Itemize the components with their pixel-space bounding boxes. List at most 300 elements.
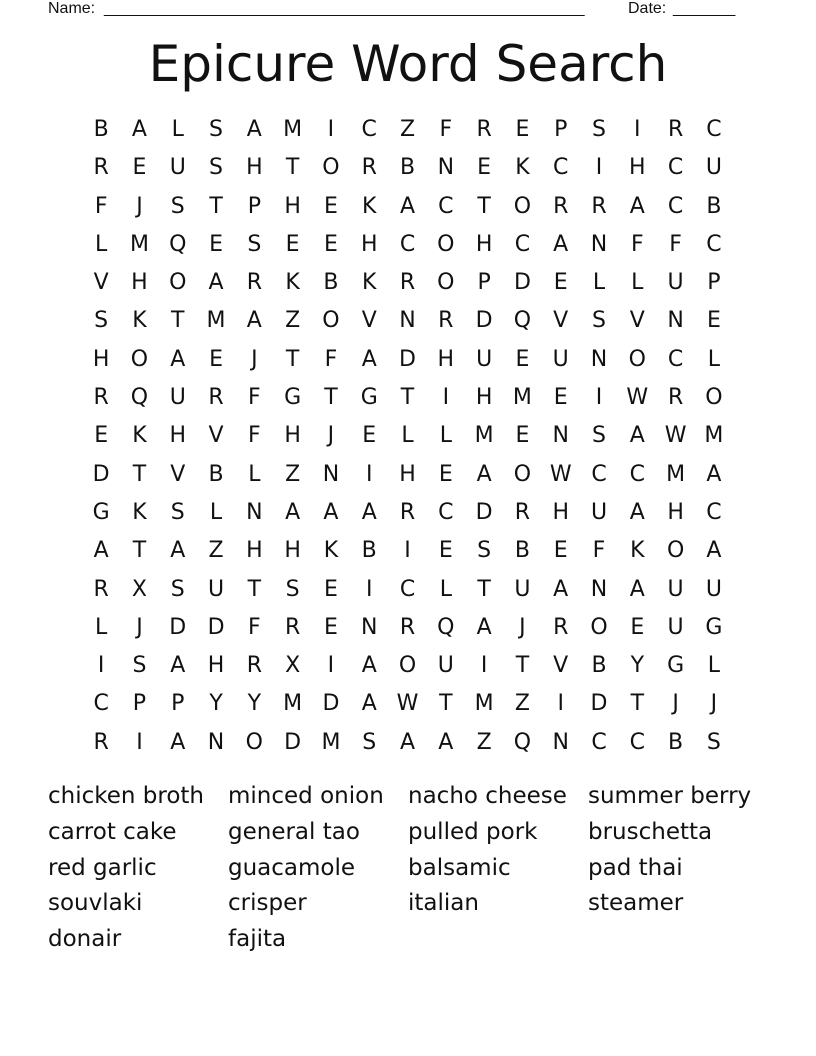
grid-letter[interactable]: R <box>93 385 109 411</box>
grid-letter[interactable]: M <box>474 691 494 717</box>
grid-letter[interactable]: S <box>706 729 721 755</box>
grid-letter[interactable]: T <box>477 193 491 219</box>
grid-letter[interactable]: T <box>209 193 223 219</box>
grid-letter[interactable]: O <box>169 270 187 296</box>
grid-letter[interactable]: E <box>515 423 530 449</box>
grid-letter[interactable]: Z <box>476 729 492 755</box>
grid-letter[interactable]: Z <box>399 117 416 142</box>
grid-letter[interactable]: S <box>209 117 224 142</box>
grid-letter[interactable]: N <box>590 576 608 602</box>
grid-letter[interactable]: A <box>629 576 645 602</box>
grid-letter[interactable]: B <box>208 461 224 487</box>
grid-letter[interactable]: O <box>590 614 608 640</box>
grid-letter[interactable]: S <box>247 231 262 257</box>
grid-letter[interactable]: T <box>132 461 147 487</box>
grid-letter[interactable]: K <box>132 423 147 449</box>
grid-letter[interactable]: U <box>437 653 454 679</box>
grid-letter[interactable]: A <box>246 117 262 142</box>
page-title: Epicure Word Search <box>148 35 668 93</box>
grid-row <box>82 685 734 723</box>
grid-letter[interactable]: C <box>591 461 607 487</box>
grid-letter[interactable]: C <box>591 729 607 755</box>
grid-letter[interactable]: F <box>439 117 453 142</box>
grid-letter[interactable]: U <box>169 155 186 181</box>
grid-letter[interactable]: K <box>630 538 645 564</box>
grid-letter[interactable]: H <box>552 499 569 525</box>
grid-letter[interactable]: H <box>284 423 301 449</box>
name-field[interactable]: ______________________________________________________ <box>104 0 585 17</box>
grid-letter[interactable]: R <box>553 193 569 219</box>
grid-letter[interactable]: A <box>629 193 645 219</box>
grid-row <box>82 188 734 226</box>
grid-letter[interactable]: O <box>666 538 685 564</box>
grid-letter[interactable]: W <box>396 691 419 717</box>
grid-letter[interactable]: C <box>93 691 109 717</box>
word-list-item: souvlaki <box>48 890 143 917</box>
grid-letter[interactable]: A <box>553 231 569 257</box>
grid-letter[interactable]: A <box>361 346 377 372</box>
grid-letter[interactable]: J <box>710 691 718 717</box>
grid-letter[interactable]: U <box>169 385 186 411</box>
grid-letter[interactable]: Z <box>514 691 530 717</box>
grid-letter[interactable]: N <box>590 231 608 257</box>
grid-letter[interactable]: S <box>170 499 185 525</box>
grid-letter[interactable]: G <box>360 385 378 411</box>
grid-letter[interactable]: I <box>365 576 373 602</box>
grid-letter[interactable]: L <box>631 270 644 296</box>
grid-letter[interactable]: H <box>246 538 263 564</box>
grid-letter[interactable]: F <box>248 614 261 640</box>
grid-letter[interactable]: F <box>630 231 644 257</box>
grid-letter[interactable]: H <box>475 231 493 257</box>
grid-letter[interactable]: V <box>361 308 377 334</box>
grid-letter[interactable]: D <box>169 614 187 640</box>
grid-letter[interactable]: N <box>590 346 608 372</box>
grid-letter[interactable]: N <box>552 729 569 755</box>
grid-letter[interactable]: Y <box>209 691 223 717</box>
grid-letter[interactable]: L <box>592 270 606 296</box>
grid-letter[interactable]: T <box>515 653 530 679</box>
grid-letter[interactable]: M <box>206 308 226 334</box>
grid-letter[interactable]: E <box>132 155 147 181</box>
grid-letter[interactable]: V <box>553 653 569 679</box>
grid-letter[interactable]: O <box>130 346 149 372</box>
grid-letter[interactable]: C <box>706 231 722 257</box>
grid-letter[interactable]: R <box>476 117 492 142</box>
grid-letter[interactable]: R <box>93 729 109 755</box>
grid-letter[interactable]: P <box>171 691 185 717</box>
grid-letter[interactable]: X <box>285 653 301 679</box>
grid-letter[interactable]: S <box>592 308 606 334</box>
grid-letter[interactable]: A <box>476 614 492 640</box>
grid-letter[interactable]: A <box>629 423 645 449</box>
grid-letter[interactable]: Q <box>169 231 187 257</box>
grid-letter[interactable]: F <box>248 423 261 449</box>
grid-letter[interactable]: S <box>170 576 185 602</box>
grid-letter[interactable]: N <box>207 729 225 755</box>
grid-letter[interactable]: C <box>553 155 569 181</box>
grid-letter[interactable]: G <box>667 653 685 679</box>
grid-letter[interactable]: E <box>438 538 453 564</box>
grid-letter[interactable]: Q <box>130 385 149 411</box>
grid-letter[interactable]: E <box>553 385 568 411</box>
grid-letter[interactable]: E <box>630 614 645 640</box>
grid-letter[interactable]: R <box>514 499 531 525</box>
grid-letter[interactable]: H <box>131 270 148 296</box>
grid-letter[interactable]: G <box>705 614 723 640</box>
grid-letter[interactable]: C <box>629 461 645 487</box>
grid-letter[interactable]: E <box>477 155 492 181</box>
grid-letter[interactable]: D <box>475 499 493 525</box>
grid-letter[interactable]: O <box>322 155 340 181</box>
grid-letter[interactable]: H <box>667 499 684 525</box>
grid-letter[interactable]: Y <box>630 653 645 679</box>
grid-letter[interactable]: B <box>514 538 530 564</box>
grid-letter[interactable]: S <box>170 193 185 219</box>
grid-letter[interactable]: I <box>595 155 603 181</box>
grid-letter[interactable]: A <box>170 653 186 679</box>
grid-letter[interactable]: G <box>284 385 302 411</box>
grid-letter[interactable]: A <box>438 729 454 755</box>
grid-letter[interactable]: K <box>132 499 147 525</box>
word-list-item: italian <box>408 890 479 917</box>
grid-letter[interactable]: B <box>93 117 109 142</box>
grid-letter[interactable]: L <box>209 499 223 525</box>
grid-letter[interactable]: U <box>207 576 225 602</box>
grid-letter[interactable]: I <box>557 691 564 717</box>
grid-letter[interactable]: F <box>94 193 108 219</box>
grid-letter[interactable]: A <box>246 308 262 334</box>
grid-letter[interactable]: P <box>132 691 147 717</box>
grid-letter[interactable]: E <box>285 231 300 257</box>
grid-letter[interactable]: S <box>132 653 147 679</box>
grid-letter[interactable]: F <box>592 538 606 564</box>
grid-letter[interactable]: Q <box>437 614 455 640</box>
grid-letter[interactable]: A <box>170 538 186 564</box>
grid-letter[interactable]: R <box>93 155 109 181</box>
grid-letter[interactable]: V <box>553 308 569 334</box>
grid-letter[interactable]: E <box>323 193 338 219</box>
grid-letter[interactable]: B <box>706 193 722 219</box>
grid-letter[interactable]: A <box>170 729 186 755</box>
grid-letter[interactable]: N <box>437 155 455 181</box>
grid-letter[interactable]: C <box>399 231 416 257</box>
grid-letter[interactable]: T <box>247 576 262 602</box>
grid-letter[interactable]: H <box>284 193 301 219</box>
grid-letter[interactable]: R <box>361 155 377 181</box>
grid-letter[interactable]: T <box>439 691 453 717</box>
grid-letter[interactable]: Y <box>247 691 262 717</box>
grid-letter[interactable]: B <box>361 538 377 564</box>
grid-letter[interactable]: A <box>399 193 416 219</box>
grid-letter[interactable]: L <box>171 117 184 142</box>
grid-letter[interactable]: I <box>327 117 335 142</box>
grid-letter[interactable]: L <box>439 576 452 602</box>
grid-letter[interactable]: I <box>365 461 373 487</box>
grid-letter[interactable]: J <box>136 193 143 219</box>
grid-letter[interactable]: D <box>322 691 340 717</box>
grid-letter[interactable]: U <box>705 576 722 602</box>
grid-letter[interactable]: A <box>361 499 377 525</box>
grid-letter[interactable]: E <box>438 461 453 487</box>
grid-letter[interactable]: L <box>248 461 261 487</box>
grid-letter[interactable]: H <box>475 385 493 411</box>
grid-letter[interactable]: U <box>705 155 722 181</box>
grid-letter[interactable]: D <box>284 729 302 755</box>
grid-letter[interactable]: T <box>132 538 147 564</box>
grid-letter[interactable]: T <box>285 346 300 372</box>
grid-letter[interactable]: T <box>171 308 185 334</box>
grid-letter[interactable]: W <box>664 423 687 449</box>
grid-letter[interactable]: S <box>477 538 492 564</box>
date-field[interactable]: _______ <box>673 0 736 17</box>
grid-letter[interactable]: N <box>667 308 684 334</box>
grid-letter[interactable]: R <box>399 614 416 640</box>
grid-letter[interactable]: A <box>629 499 645 525</box>
grid-letter[interactable]: I <box>327 653 335 679</box>
grid-letter[interactable]: C <box>514 231 531 257</box>
grid-letter[interactable]: A <box>361 691 377 717</box>
grid-letter[interactable]: D <box>399 346 416 372</box>
grid-letter[interactable]: O <box>322 308 340 334</box>
grid-letter[interactable]: T <box>285 155 300 181</box>
grid-letter[interactable]: N <box>399 308 416 334</box>
grid-letter[interactable]: T <box>400 385 415 411</box>
grid-letter[interactable]: Z <box>285 461 301 487</box>
grid-letter[interactable]: L <box>401 423 414 449</box>
grid-letter[interactable]: N <box>246 499 263 525</box>
grid-letter[interactable]: F <box>324 346 338 372</box>
grid-letter[interactable]: Q <box>513 308 532 334</box>
grid-letter[interactable]: A <box>208 270 224 296</box>
grid-letter[interactable]: O <box>628 346 646 372</box>
grid-letter[interactable]: D <box>92 461 110 487</box>
grid-letter[interactable]: P <box>707 270 721 296</box>
grid-letter[interactable]: M <box>283 691 303 717</box>
grid-letter[interactable]: O <box>437 270 455 296</box>
grid-letter[interactable]: H <box>360 231 378 257</box>
grid-letter[interactable]: U <box>552 346 569 372</box>
grid-letter[interactable]: M <box>512 385 532 411</box>
grid-letter[interactable]: I <box>634 117 641 142</box>
grid-letter[interactable]: S <box>94 308 109 334</box>
grid-letter[interactable]: I <box>136 729 143 755</box>
grid-letter[interactable]: M <box>129 231 149 257</box>
grid-letter[interactable]: H <box>399 461 416 487</box>
grid-letter[interactable]: E <box>515 346 530 372</box>
grid-letter[interactable]: M <box>474 423 494 449</box>
grid-letter[interactable]: E <box>94 423 109 449</box>
grid-letter[interactable]: V <box>208 423 224 449</box>
grid-letter[interactable]: E <box>323 614 338 640</box>
grid-letter[interactable]: L <box>95 614 108 640</box>
grid-letter[interactable]: R <box>667 385 684 411</box>
grid-letter[interactable]: D <box>513 270 531 296</box>
grid-letter[interactable]: R <box>399 499 416 525</box>
grid-letter[interactable]: B <box>668 729 684 755</box>
grid-letter[interactable]: S <box>362 729 377 755</box>
grid-letter[interactable]: H <box>246 155 263 181</box>
grid-letter[interactable]: N <box>322 461 340 487</box>
grid-letter[interactable]: W <box>626 385 649 411</box>
grid-letter[interactable]: T <box>630 691 645 717</box>
grid-letter[interactable]: I <box>97 653 105 679</box>
grid-letter[interactable]: H <box>92 346 110 372</box>
grid-letter[interactable]: O <box>398 653 417 679</box>
grid-letter[interactable]: P <box>554 117 568 142</box>
grid-letter[interactable]: J <box>251 346 258 372</box>
grid-letter[interactable]: T <box>324 385 338 411</box>
grid-letter[interactable]: S <box>285 576 300 602</box>
grid-letter[interactable]: O <box>437 231 455 257</box>
grid-letter[interactable]: R <box>93 576 109 602</box>
word-list-item: general tao <box>228 818 360 845</box>
grid-letter[interactable]: K <box>362 270 377 296</box>
grid-letter[interactable]: U <box>514 576 531 602</box>
grid-letter[interactable]: C <box>438 193 454 219</box>
grid-letter[interactable]: U <box>667 614 684 640</box>
grid-letter[interactable]: I <box>404 538 411 564</box>
grid-letter[interactable]: C <box>361 117 377 142</box>
grid-letter[interactable]: Q <box>513 729 532 755</box>
grid-letter[interactable]: U <box>590 499 608 525</box>
grid-letter[interactable]: U <box>667 270 684 296</box>
grid-letter[interactable]: R <box>246 653 262 679</box>
grid-letter[interactable]: E <box>323 231 338 257</box>
word-column <box>48 778 228 957</box>
grid-letter[interactable]: E <box>209 231 223 257</box>
grid-letter[interactable]: O <box>513 461 532 487</box>
grid-letter[interactable]: V <box>93 270 109 296</box>
grid-letter[interactable]: A <box>706 538 722 564</box>
grid-letter[interactable]: B <box>399 155 416 181</box>
grid-letter[interactable]: P <box>477 270 491 296</box>
grid-letter[interactable]: D <box>475 308 493 334</box>
grid-letter[interactable]: R <box>553 614 569 640</box>
grid-letter[interactable]: A <box>706 461 722 487</box>
grid-letter[interactable]: O <box>705 385 723 411</box>
grid-letter[interactable]: E <box>323 576 338 602</box>
grid-letter[interactable]: C <box>667 193 684 219</box>
grid-letter[interactable]: N <box>360 614 378 640</box>
grid-letter[interactable]: K <box>323 538 339 564</box>
grid-letter[interactable]: N <box>552 423 569 449</box>
grid-letter[interactable]: Z <box>208 538 224 564</box>
grid-letter[interactable]: A <box>399 729 416 755</box>
grid-letter[interactable]: V <box>170 461 186 487</box>
grid-letter[interactable]: B <box>323 270 339 296</box>
grid-letter[interactable]: X <box>131 576 147 602</box>
grid-letter[interactable]: H <box>169 423 187 449</box>
grid-letter[interactable]: S <box>209 155 224 181</box>
word-list-item: minced onion <box>228 783 384 809</box>
grid-letter[interactable]: M <box>666 461 686 487</box>
grid-letter[interactable]: U <box>476 346 493 372</box>
grid-letter[interactable]: D <box>590 691 608 717</box>
grid-letter[interactable]: A <box>170 346 186 372</box>
grid-letter[interactable]: A <box>131 117 147 142</box>
grid-letter[interactable]: J <box>136 614 143 640</box>
grid-letter[interactable]: O <box>245 729 263 755</box>
grid-letter[interactable]: R <box>591 193 607 219</box>
grid-letter[interactable]: I <box>595 385 603 411</box>
grid-letter[interactable]: E <box>515 117 530 142</box>
grid-letter[interactable]: R <box>667 117 684 142</box>
grid-letter[interactable]: R <box>246 270 262 296</box>
grid-letter[interactable]: C <box>629 729 645 755</box>
grid-letter[interactable]: Z <box>285 308 301 334</box>
grid-letter[interactable]: E <box>553 538 568 564</box>
grid-letter[interactable]: R <box>284 614 301 640</box>
grid-letter[interactable]: W <box>549 461 572 487</box>
grid-letter[interactable]: E <box>362 423 377 449</box>
grid-letter[interactable]: H <box>207 653 225 679</box>
grid-letter[interactable]: M <box>283 117 303 142</box>
grid-letter[interactable]: C <box>399 576 416 602</box>
grid-letter[interactable]: L <box>707 346 721 372</box>
grid-letter[interactable]: H <box>437 346 455 372</box>
grid-letter[interactable]: J <box>519 614 526 640</box>
word-list-item: donair <box>48 926 122 953</box>
grid-letter[interactable]: K <box>515 155 530 181</box>
grid-letter[interactable]: K <box>362 193 377 219</box>
grid-letter[interactable]: F <box>669 231 682 257</box>
grid-letter[interactable]: L <box>707 653 721 679</box>
grid-letter[interactable]: E <box>209 346 223 372</box>
grid-letter[interactable]: A <box>361 653 377 679</box>
grid-letter[interactable]: F <box>248 385 261 411</box>
grid-letter[interactable]: I <box>480 653 488 679</box>
grid-letter[interactable]: H <box>629 155 646 181</box>
grid-letter[interactable]: M <box>321 729 341 755</box>
grid-letter[interactable]: L <box>95 231 108 257</box>
grid-letter[interactable]: E <box>706 308 721 334</box>
grid-letter[interactable]: A <box>553 576 569 602</box>
grid-letter[interactable]: R <box>399 270 416 296</box>
grid-letter[interactable]: T <box>477 576 491 602</box>
grid-letter[interactable]: U <box>667 576 684 602</box>
grid-letter[interactable]: J <box>672 691 679 717</box>
grid-letter[interactable]: C <box>706 117 722 142</box>
grid-letter[interactable]: A <box>93 538 109 564</box>
grid-letter[interactable]: B <box>591 653 607 679</box>
grid-letter[interactable]: V <box>629 308 645 334</box>
grid-letter[interactable]: C <box>706 499 722 525</box>
grid-letter[interactable]: S <box>592 117 606 142</box>
grid-letter[interactable]: R <box>438 308 454 334</box>
grid-letter[interactable]: E <box>553 270 568 296</box>
grid-letter[interactable]: K <box>285 270 300 296</box>
grid-letter[interactable]: M <box>704 423 724 449</box>
grid-letter[interactable]: P <box>247 193 261 219</box>
grid-letter[interactable]: C <box>667 155 684 181</box>
grid-letter[interactable]: C <box>438 499 454 525</box>
grid-letter[interactable]: G <box>92 499 110 525</box>
grid-letter[interactable]: R <box>208 385 224 411</box>
grid-letter[interactable]: L <box>439 423 452 449</box>
grid-letter[interactable]: H <box>284 538 301 564</box>
grid-letter[interactable]: A <box>285 499 301 525</box>
grid-letter[interactable]: C <box>667 346 684 372</box>
grid-letter[interactable]: S <box>592 423 606 449</box>
grid-letter[interactable]: A <box>323 499 339 525</box>
grid-letter[interactable]: A <box>476 461 492 487</box>
grid-letter[interactable]: K <box>132 308 147 334</box>
grid-letter[interactable]: O <box>513 193 532 219</box>
grid-letter[interactable]: J <box>327 423 335 449</box>
grid-letter[interactable]: I <box>442 385 450 411</box>
grid-letter[interactable]: D <box>207 614 225 640</box>
